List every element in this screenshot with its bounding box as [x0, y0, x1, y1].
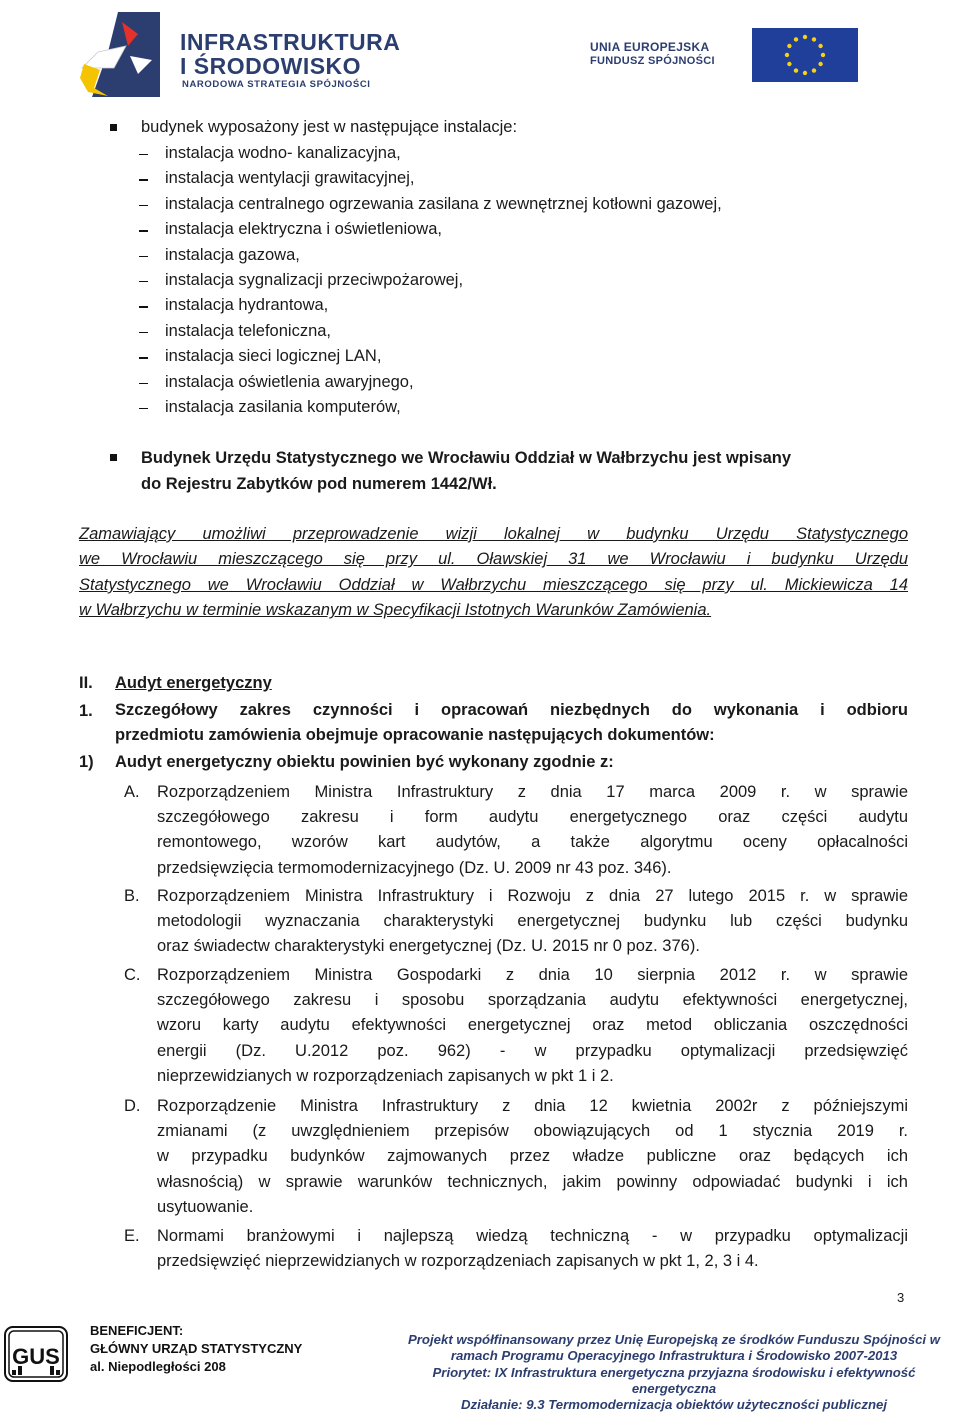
dash-bullet-icon: [139, 357, 148, 358]
regulation-text: Normami branżowymi i najlepszą wiedzą techniczną - w przypadku optymalizacji przedsięwzięć nieprzewidzianych w rozporządzeniach zapisanych w pkt 1, 2, 3 i 4.: [157, 1226, 908, 1270]
logo-subtitle: NARODOWA STRATEGIA SPÓJNOŚCI: [182, 79, 371, 90]
square-bullet-icon: [110, 124, 117, 131]
eu-star-icon: [794, 37, 798, 41]
eu-flag-icon: [752, 28, 858, 82]
dash-bullet-icon: [139, 154, 148, 155]
eu-label: UNIA EUROPEJSKA FUNDUSZ SPÓJNOŚCI: [590, 40, 715, 67]
eu-star-icon: [818, 62, 822, 66]
gus-logo-icon: [4, 1326, 68, 1382]
eu-star-icon: [818, 44, 822, 48]
regulation-text: Rozporządzeniem Ministra Infrastruktury z dnia 17 marca 2009 r. w sprawie szczegółowego zakresu i form audytu energetycznego oraz części audytu remontowego, wzorów kart audytów, a także algorytmu oceny opłacalności przedsięwzięcia termomodernizacyjnego (Dz. U. 2009 nr 43 poz. 346).: [157, 782, 908, 877]
installations-intro: budynek wyposażony jest w następujące instalacje:: [141, 118, 518, 136]
eu-star-icon: [785, 53, 789, 57]
beneficiary-block: BENEFICJENT: GŁÓWNY URZĄD STATYSTYCZNY al. Niepodległości 208: [90, 1323, 303, 1374]
dash-bullet-icon: [139, 179, 148, 180]
section-title: Audyt energetyczny: [115, 674, 272, 692]
registry-line-2: do Rejestru Zabytków pod numerem 1442/Wł.: [141, 475, 497, 493]
eu-star-icon: [794, 68, 798, 72]
installation-item: instalacja elektryczna i oświetleniowa,: [165, 220, 442, 239]
regulation-text: Rozporządzeniem Ministra Infrastruktury i Rozwoju z dnia 27 lutego 2015 r. w sprawie metodologii wyznaczania charakterystyki energetycznej budynku lub części budynku oraz świadectw charakterystyki energetycznej (Dz. U. 2015 nr 0 poz. 376).: [157, 886, 908, 956]
square-bullet-icon: [110, 454, 117, 461]
installation-item: instalacja hydrantowa,: [165, 296, 329, 315]
regulation-letter: B.: [124, 887, 140, 905]
eu-star-icon: [803, 35, 807, 39]
eu-star-icon: [821, 53, 825, 57]
point-1-number: 1.: [79, 702, 93, 720]
sub-point-1-text: Audyt energetyczny obiektu powinien być wykonany zgodnie z:: [115, 753, 614, 771]
gus-logo-text: GUS: [12, 1344, 60, 1369]
eu-star-icon: [812, 37, 816, 41]
dash-bullet-icon: [139, 230, 148, 231]
installation-item: instalacja wodno- kanalizacyjna,: [165, 144, 401, 162]
sub-point-1-number: 1): [79, 753, 94, 771]
installation-item: instalacja centralnego ogrzewania zasilana z wewnętrznej kotłowni gazowej,: [165, 194, 722, 213]
installation-item: instalacja wentylacji grawitacyjnej,: [165, 169, 415, 188]
dash-bullet-icon: [139, 383, 148, 384]
dash-bullet-icon: [139, 281, 148, 282]
logo-title: INFRASTRUKTURA I ŚRODOWISKO: [180, 29, 401, 79]
site-visit-paragraph: Zamawiający umożliwi przeprowadzenie wizji lokalnej w budynku Urzędu Statystycznego we Wrocławiu mieszczącego się przy ul. Oławskiej 31 we Wrocławiu i budynku Urzędu Statystycznego we Wrocławiu Oddział w Wałbrzychu mieszczącego się przy ul. Mickiewicza 14 w Wałbrzychu w terminie wskazanym w Specyfikacji Istotnych Warunków Zamówienia.: [79, 525, 908, 620]
eu-star-icon: [812, 68, 816, 72]
regulation-text: Rozporządzenie Ministra Infrastruktury z dnia 12 kwietnia 2002r z późniejszymi zmianami (z uwzględnieniem przepisów obowiązujących od 1 stycznia 2019 r. w przypadku budynków zajmowanych przez władze publiczne oraz będących ich własnością) w sprawie warunków technicznych, jakim powinny odpowiadać budynki i ich usytuowanie.: [157, 1096, 908, 1217]
section-numeral: II.: [79, 674, 93, 692]
dash-bullet-icon: [139, 205, 148, 206]
eu-star-icon: [803, 71, 807, 75]
project-info: Projekt współfinansowany przez Unię Europejską ze środków Funduszu Spójności w ramach Programu Operacyjnego Infrastruktura i Środowisko 2007-2013 Priorytet: IX Infrastruktura energetyczna przyjazna środowisku i efektywność energetyczna Działanie: 9.3 Termomodernizacja obiektów użyteczności publicznej: [408, 1332, 940, 1413]
regulation-letter: E.: [124, 1227, 140, 1245]
page-header: [0, 0, 960, 100]
dash-bullet-icon: [139, 306, 148, 307]
regulation-letter: C.: [124, 966, 141, 984]
eu-star-icon: [787, 62, 791, 66]
regulation-letter: A.: [124, 783, 140, 801]
point-1-text: Szczegółowy zakres czynności i opracowań niezbędnych do wykonania i odbioru przedmiotu zamówienia obejmuje opracowanie następujących dokumentów:: [115, 701, 908, 745]
page-number: 3: [897, 1290, 905, 1305]
dash-bullet-icon: [139, 408, 148, 409]
registry-line-1: Budynek Urzędu Statystycznego we Wrocławiu Oddział w Wałbrzychu jest wpisany: [141, 449, 792, 467]
eu-star-icon: [787, 44, 791, 48]
installation-item: instalacja sygnalizacji przeciwpożarowej,: [165, 271, 464, 289]
dash-bullet-icon: [139, 256, 148, 257]
installation-item: instalacja oświetlenia awaryjnego,: [165, 372, 414, 391]
installation-item: instalacja sieci logicznej LAN,: [165, 347, 382, 366]
dash-bullet-icon: [139, 332, 148, 333]
infrastruktura-logo-icon: [78, 12, 160, 97]
regulation-letter: D.: [124, 1097, 141, 1115]
installation-item: instalacja zasilania komputerów,: [165, 398, 401, 416]
regulation-text: Rozporządzeniem Ministra Gospodarki z dnia 10 sierpnia 2012 r. w sprawie szczegółowego zakresu i sposobu sporządzania audytu efektywności energetycznej, wzoru karty audytu efektywności energetycznej oraz metod obliczania oszczędności energii (Dz. U.2012 poz. 962) - w przypadku optymalizacji przedsięwzięć nieprzewidzianych w rozporządzeniach zapisanych w pkt 1 i 2.: [157, 965, 908, 1086]
installation-item: instalacja telefoniczna,: [165, 321, 332, 340]
installation-item: instalacja gazowa,: [165, 245, 300, 264]
